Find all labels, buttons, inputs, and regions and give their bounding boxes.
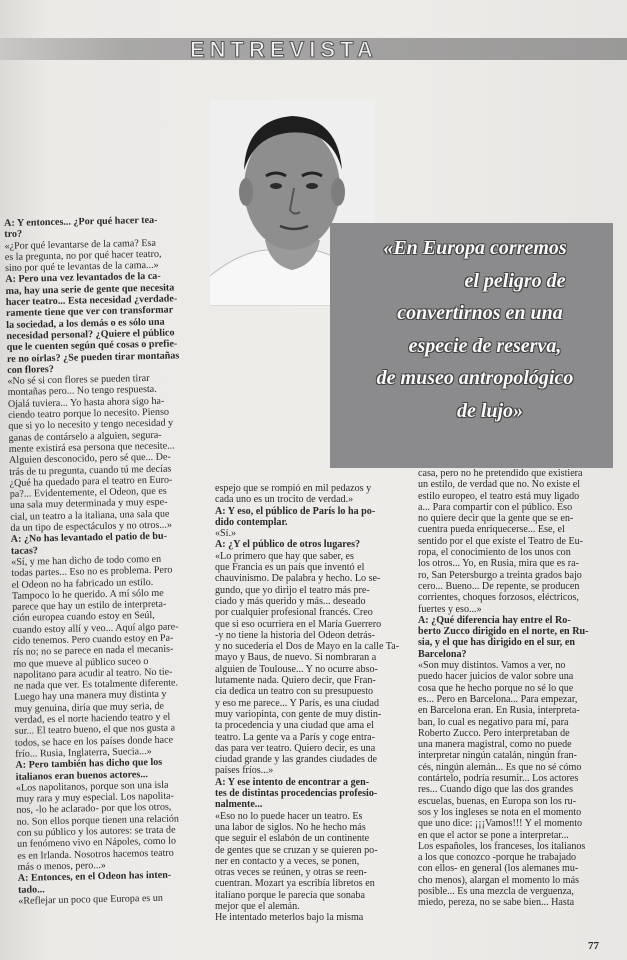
interview-answer-line: -y no tiene la historia del Odeon detrás- — [215, 629, 376, 641]
interview-answer-line: cido tenemos. Pero cuando estoy en Pa- — [12, 632, 174, 647]
interview-answer-line: estilo europeo, el teatro está muy ligado — [418, 490, 580, 502]
interview-question-line: A: Pero una vez levantados de la ca- — [5, 271, 161, 286]
interview-answer-line: «Reflejar un poco que Europa es un — [18, 892, 164, 907]
pull-quote-line: de museo antropológico — [376, 367, 574, 389]
interview-answer-line: montañas pero... No tengo respuesta. — [7, 384, 157, 399]
interview-question-line: hacer teatro... Esta necesidad ¿verdade- — [5, 293, 178, 309]
interview-answer-line: que si yo lo necesito y tengo necesidad y — [8, 417, 174, 433]
interview-answer-line: ciado y más querido y más... deseado — [215, 595, 366, 607]
text-column-1 — [4, 214, 213, 907]
interview-answer-line: ciendo teatro porque lo necesito. Pienso — [8, 406, 170, 422]
interview-answer-line: con ellos- en general (los alemanes mu- — [418, 863, 579, 875]
interview-question-line: sia, y el que has dirigido en el sur, en — [418, 637, 575, 649]
interview-answer-line: casa, pero no he pretendido que existiera — [418, 468, 583, 479]
interview-answer-line: espejo que se rompió en mil pedazos y — [215, 483, 372, 494]
interview-answer-line: «Lo primero que hay que saber, es — [215, 550, 354, 562]
interview-answer-line: rís no; no se parece en nada el mecanis- — [12, 643, 174, 659]
interview-answer-line: «Los napolitanos, porque son una isla — [15, 779, 169, 794]
interview-question-line: dido contemplar. — [215, 516, 288, 528]
interview-answer-line: contártelo, podría resumir... Los actores — [418, 773, 579, 785]
interview-question-line: con flores? — [7, 363, 54, 376]
interview-answer-line: sur... El teatro bueno, el que nos gusta a — [14, 722, 176, 738]
section-title: ENTREVISTA — [190, 37, 378, 62]
interview-answer-line: sentido por el que existe el Teatro de Eu- — [418, 535, 584, 547]
interview-answer-line: ne nada que ver. Es totalmente diferente. — [13, 677, 179, 693]
interview-question-line: la sociedad, a los demás o es sólo una — [6, 316, 165, 331]
interview-answer-line: chauvinismo. De palabra y hecho. Lo se- — [215, 573, 381, 585]
interview-question-line: A: ¿No has levantado el patio de bu- — [10, 530, 168, 546]
interview-answer-line: los otros... Yo, en Rusia, mira que es ra- — [418, 558, 579, 570]
interview-answer-line: y eso me parece... Y París, es una ciudad — [215, 697, 380, 709]
pull-quote-line: especie de reserva, — [408, 334, 562, 357]
interview-answer-line: sos y los ingleses se nota en el momento — [418, 806, 582, 818]
interview-answer-line: una manera magistral, como no puede — [418, 739, 572, 751]
interview-answer-line: He intentado meterlos bajo la misma — [215, 912, 364, 924]
pull-quote — [336, 232, 614, 427]
interview-answer-line: mejor que el alemán. — [215, 900, 300, 912]
interview-question-line: A: Y eso, el público de París lo ha po- — [215, 505, 376, 517]
text-column-2 — [215, 483, 405, 924]
interview-answer-line: «¿Por qué levantarse de la cama? Esa — [4, 237, 157, 252]
interview-answer-line: gundo, que yo dirijo el teatro más pre- — [215, 584, 370, 596]
interview-answer-line: lutamente nada. Quiero decir, que Fran- — [215, 675, 376, 687]
interview-question-line: A: ¿Qué diferencia hay entre el Ro- — [418, 614, 571, 626]
interview-answer-line: da un tipo de espectáculos y no otros...» — [10, 519, 173, 534]
interview-answer-line: todas partes... Eso no es problema. Pero — [11, 564, 173, 580]
interview-answer-line: a... Para compartir con el público. Eso — [418, 501, 573, 513]
interview-answer-line: no. Son ellos porque tienen una relación — [16, 813, 180, 828]
page-number: 77 — [588, 940, 599, 952]
interview-answer-line: cés, ningún alemán... Es que no sé cómo — [418, 761, 582, 773]
interview-question-line: berto Zucco dirigido en el norte, en Ru- — [418, 626, 589, 638]
pull-quote-line: de lujo» — [456, 399, 524, 422]
interview-question-line: re no oírlas? ¿Se pueden tirar montañas — [6, 349, 180, 365]
interview-answer-line: ¿Qué ha quedado para el teatro en Euro- — [9, 474, 173, 489]
interview-answer-line: cuentra pueda enriquecerse... Ese, el — [418, 524, 565, 536]
interview-answer-line: más o menos, pero...» — [17, 859, 107, 873]
interview-question-line: necesidad personal? ¿Quiere el público — [6, 327, 175, 342]
interview-answer-line: por cualquier profesional francés. Creo — [215, 607, 373, 619]
interview-answer-line: muy rara y muy especial. Los napolita- — [16, 790, 175, 806]
interview-question-line: Barcelona? — [418, 648, 467, 660]
interview-answer-line: ro, San Petersburgo a treinta grados bajo — [418, 569, 582, 581]
interview-answer-line: alguien de Toulouse... Y no ocurre abso- — [215, 663, 378, 675]
interview-answer-line: «No sé si con flores se pueden tirar — [7, 373, 150, 388]
interview-answer-line: ciudad grande y las grandes ciudades de — [215, 754, 377, 766]
interview-answer-line: puedo hacer juicios de valor sobre una — [418, 671, 574, 683]
interview-answer-line: pa?... Evidentemente, el Odeon, que es — [9, 485, 167, 501]
interview-answer-line: ta procedencia y una ciudad que ama el — [215, 720, 374, 732]
interview-answer-line: países fríos...» — [215, 765, 274, 777]
interview-answer-line: ner en contacto y a veces, se ponen, — [215, 855, 360, 867]
interview-answer-line: cuentran. Mozart ya escribía libretos en — [215, 878, 375, 890]
interview-answer-line: parece que hay un estilo de interpreta- — [12, 598, 167, 614]
interview-question-line: tes de distintas procedencias profesio- — [215, 788, 378, 800]
interview-question-line: nalmente... — [215, 799, 263, 811]
pull-quote-line: convertirnos en una — [397, 302, 563, 324]
interview-answer-line: sino por qué te levantas de la cama...» — [4, 259, 159, 275]
interview-question-line: italianos eran buenos actores... — [15, 768, 148, 783]
text-column-3 — [418, 468, 614, 909]
interview-answer-line: das para ver teatro. Quiero decir, es una — [215, 742, 376, 754]
interview-answer-line: «Eso no lo puede hacer un teatro. Es — [215, 810, 363, 822]
interview-answer-line: ganas de contárselo a alguien, segura- — [8, 429, 162, 444]
interview-answer-line: una sala muy determinada y muy espe- — [9, 497, 168, 512]
interview-answer-line: cada uno es un trocito de verdad.» — [215, 494, 354, 506]
interview-question-line: A: Pero también has dicho que los — [15, 757, 163, 772]
interview-answer-line: que uno dice: ¡¡¡Vamos!!! Y el momento — [418, 818, 583, 830]
interview-answer-line: y no sucedería el Dos de Mayo en la calle Ta- — [215, 641, 400, 653]
interview-answer-line: res... Cuando digo que las dos grandes — [418, 784, 574, 796]
interview-answer-line: que si eso ocurriera en el María Guerrero — [215, 618, 382, 630]
interview-answer-line: muy genuina, diría que muy seria, de — [14, 700, 165, 715]
interview-answer-line: Alguien desconocido, pero sé que... De- — [8, 451, 171, 467]
interview-answer-line: «Sí.» — [215, 528, 237, 540]
interview-answer-line: verdad, es el norte haciendo teatro y el — [14, 711, 171, 726]
interview-answer-line: una labor de siglos. No he hecho más — [215, 821, 366, 833]
interview-answer-line: teatro. La gente va a París y coge entra- — [215, 731, 376, 743]
interview-answer-line: napolitano para acudir al teatro. No tie- — [13, 666, 173, 681]
interview-answer-line: ción europea cuando estoy en Seúl, — [12, 610, 155, 625]
interview-answer-line: a los que conozco -porque he trabajado — [418, 852, 577, 864]
interview-answer-line: cero... Bueno... De repente, se producen — [418, 580, 580, 592]
pull-quote-line: «En Europa corremos — [383, 237, 567, 259]
interview-answer-line: que Francia es un país que inventó el — [215, 562, 365, 574]
interview-answer-line: Los españoles, los franceses, los italianos — [418, 840, 586, 852]
interview-answer-line: cosa que he hecho porque no sé lo que — [418, 682, 574, 694]
interview-answer-line: interpretar ningún catalán, ningún fran- — [418, 750, 577, 762]
interview-answer-line: un fenómeno vivo en Nápoles, como lo — [17, 835, 177, 851]
interview-question-line: A: ¿Y el público de otros lugares? — [215, 539, 361, 551]
interview-answer-line: fuertes y eso...» — [418, 603, 482, 615]
interview-answer-line: cuando estoy allí y veo... Aquí algo pare- — [12, 621, 179, 636]
interview-answer-line: «Son muy distintos. Vamos a ver, no — [418, 660, 566, 672]
interview-answer-line: no quiere decir que la gente que se en- — [418, 513, 574, 525]
interview-answer-line: corrientes, choques forzosos, eléctricos, — [418, 592, 579, 604]
interview-answer-line: mo que mueve al público suceo o — [13, 655, 149, 670]
interview-answer-line: posible... Es una mezcla de verguenza, — [418, 885, 574, 897]
interview-answer-line: italiano porque le parecía que sonaba — [215, 889, 365, 901]
interview-answer-line: otras veces se reúnen, y otras se reen- — [215, 867, 367, 879]
interview-answer-line: de gentes que se cruzan y se quieren po- — [215, 844, 378, 856]
interview-answer-line: en que el actor se pone a interpretar... — [418, 829, 569, 841]
interview-answer-line: cho menos), alargan el momento lo más — [418, 874, 579, 886]
interview-answer-line: es la pregunta, no por qué hacer teatro, — [4, 248, 162, 263]
interview-question-line: A: Y ese intento de encontrar a gen- — [215, 776, 370, 788]
interview-answer-line: ban, lo cual es negativo para mí, para — [418, 716, 569, 728]
interview-answer-line: ropa, el conocimiento de los unos con — [418, 547, 571, 559]
pull-quote-line: el peligro de — [464, 269, 566, 292]
interview-answer-line: Ojalá tuviera... Yo hasta ahora sigo ha- — [7, 395, 165, 410]
interview-answer-line: todos, se hace en los países donde hace — [14, 734, 174, 749]
interview-answer-line: cia dedica un teatro con su presupuesto — [215, 686, 374, 698]
interview-answer-line: miedo, pereza, no se sabe bien... Hasta — [418, 897, 575, 909]
interview-answer-line: mente existirá esa persona que necesite... — [8, 440, 175, 455]
interview-answer-line: es en Irlanda. Nosotros hacemos teatro — [17, 847, 174, 862]
interview-question-line: tado... — [17, 883, 45, 896]
interview-question-line: ma, hay una serie de gente que necesita — [5, 282, 175, 297]
interview-answer-line: un estilo, de verdad que no. No existe el — [418, 479, 581, 491]
interview-answer-line: trás de tu pregunta, cuando tú me decías — [9, 463, 172, 478]
interview-answer-line: «Sí, y me han dicho de todo como en — [11, 553, 162, 568]
interview-question-line: A: Entonces, en el Odeon has inten- — [17, 869, 172, 885]
interview-answer-line: es... Pero en Barcelona... Para empezar, — [418, 693, 578, 705]
interview-question-line: A: Y entonces... ¿Por qué hacer tea- — [4, 214, 158, 229]
interview-answer-line: muy variopinta, con gente de muy distin- — [215, 708, 382, 720]
interview-answer-line: con su público y los autores: se trata de — [16, 824, 176, 839]
interview-question-line: que le cuenten según qué cosas o prefie- — [6, 338, 178, 354]
interview-answer-line: Luego hay una manera muy distinta y — [13, 689, 167, 704]
interview-answer-line: Tampoco lo he querido. A mí sólo me — [11, 587, 164, 602]
interview-answer-line: el Odeon no ha fabricado un estilo. — [11, 576, 154, 591]
interview-answer-line: nos, -lo he aclarado- por que los otros, — [16, 802, 172, 817]
interview-answer-line: que seguir el eslabón de un continente — [215, 833, 370, 845]
interview-question-line: ramente tiene que ver con transformar — [5, 304, 174, 320]
interview-answer-line: Roberto Zucco. Pero interpretaban de — [418, 727, 570, 739]
interview-answer-line: en Barcelona eran. En Rusia, interpreta- — [418, 705, 580, 717]
interview-answer-line: frío... Rusia, Inglaterra, Suecia...» — [15, 745, 152, 760]
interview-answer-line: cial, un teatro a la italiana, una sala que — [10, 508, 170, 523]
interview-answer-line: escuelas, buenas, en Europa son los ru- — [418, 795, 577, 807]
interview-question-line: tacas? — [10, 544, 39, 557]
interview-question-line: tro? — [4, 228, 23, 241]
interview-answer-line: mayo y Baus, de nuevo. Si nombraran a — [215, 652, 377, 664]
